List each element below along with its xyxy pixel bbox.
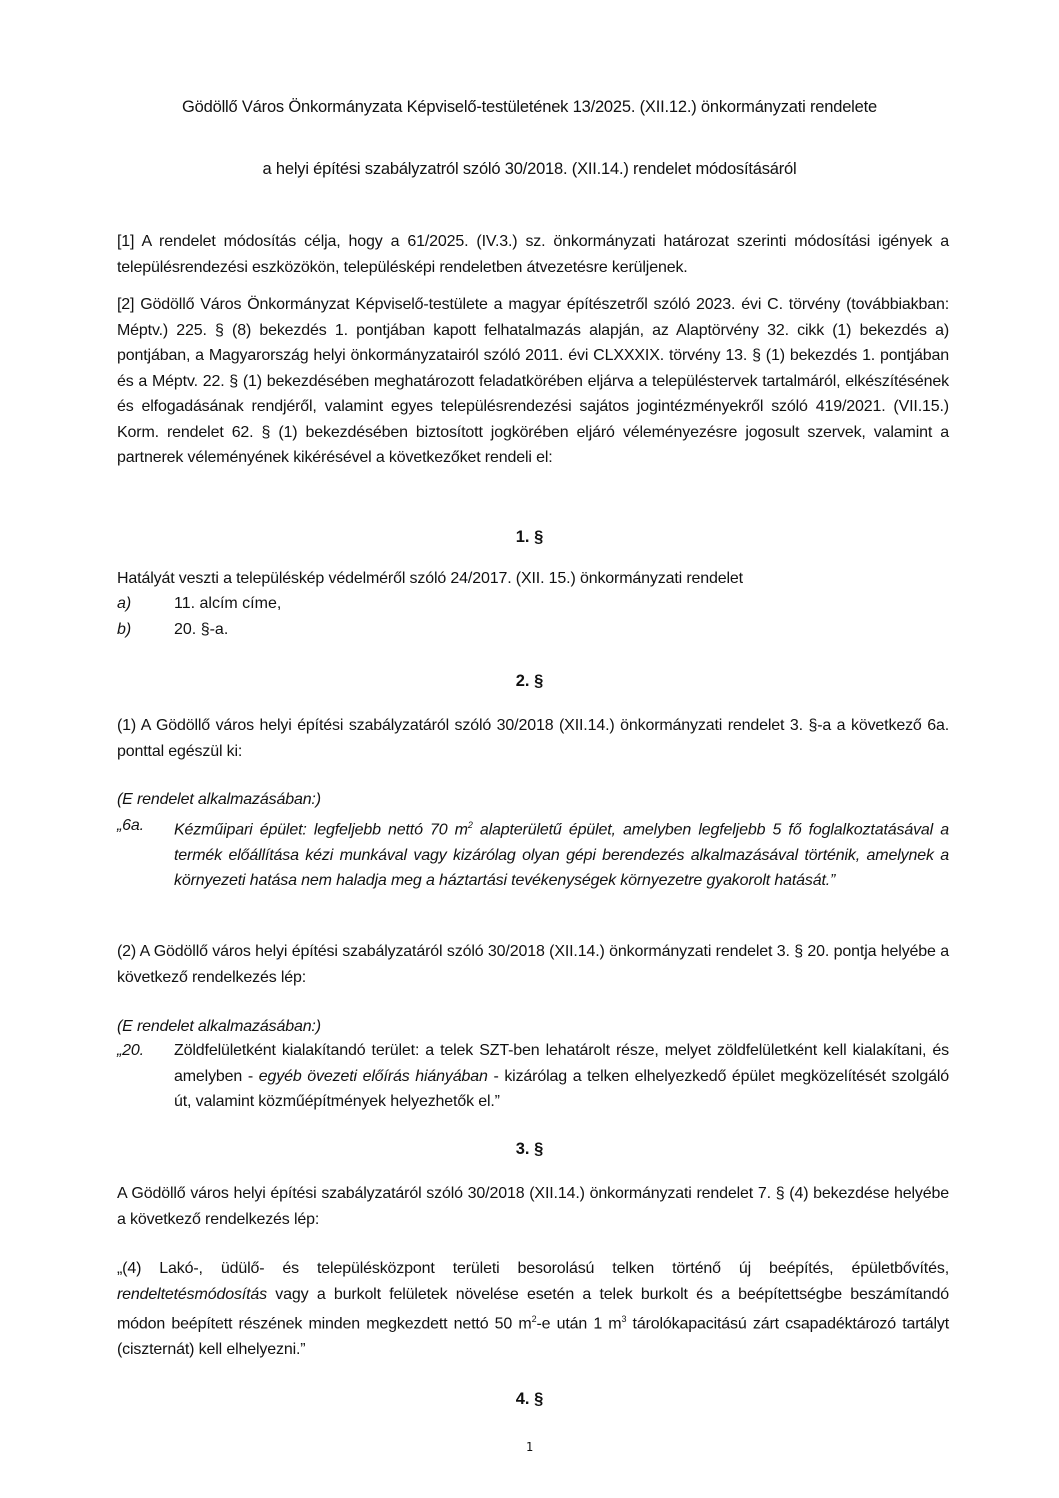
section-heading-4: 4. § <box>515 1390 544 1408</box>
superscript: 3 <box>621 1314 627 1324</box>
section-2-quote-1 <box>117 813 949 894</box>
section-heading-1: 1. § <box>515 528 544 546</box>
quote-italic-text: rendeltetésmódosítás <box>117 1285 267 1303</box>
list-item-label: a) <box>117 595 132 612</box>
quote-text: alapterületű épület, amelyben legfeljebb 5 fő foglalkoztatásával a termék előállítása kézi munkával vagy kizárólag olyan gépi berendezés alkalmazásával történik, amelynek a környezeti hatása nem haladja meg a háztartási tevékenységek környezetre gyakorolt hatását.” <box>174 821 949 890</box>
quote-number: „6a. <box>117 817 144 834</box>
preamble-paragraph-2: [2] Gödöllő Város Önkormányzat Képviselő-testülete a magyar építészetről szóló 2023. évi C. törvény (továbbiakban: Méptv.) 225. § (8) bekezdés 1. pontjában kapott felhatalmazás alapján, az Alaptörvény 32. cikk (1) bekezdés a) pontjában, a Magyarország helyi önkormányzatairól szóló 2011. évi CLXXXIX. törvény 13. § (1) bekezdés 1. pontjában és a Méptv. 22. § (1) bekezdésében meghatározott feladatkörében eljárva a településtervek tartalmáról, elkészítésének és elfogadásának rendjéről, valamint egyes településrendezési sajátos jogintézményekről szóló 419/2021. (VII.15.) Korm. rendelet 62. § (1) bekezdésében biztosított jogkörében eljáró véleményezésre jogosult szervek, valamint a partnerek véleményének kikérésével a következőket rendeli el: <box>117 296 949 466</box>
quote-text: - kizárólag a telken elhelyezkedő épület megközelítését szolgáló út, valamint közműépítmények helyezhetők el.” <box>174 1067 949 1110</box>
section-3-quote <box>117 1256 949 1362</box>
list-item-text: 11. alcím címe, <box>174 595 282 612</box>
quote-body <box>174 813 949 894</box>
section-2-quote-2 <box>117 1038 949 1115</box>
superscript: 2 <box>531 1314 537 1324</box>
list-item-text: 20. §-a. <box>174 621 229 638</box>
list-item <box>0 592 1059 618</box>
section-2-paragraph-2: (2) A Gödöllő város helyi építési szabályzatáról szóló 30/2018 (XII.14.) önkormányzati rendelet 3. § 20. pontja helyébe a következő rendelkezés lép: <box>117 943 949 986</box>
section-heading-2: 2. § <box>515 672 544 690</box>
section-1-intro: Hatályát veszti a településkép védelméről szóló 24/2017. (XII. 15.) önkormányzati rendelet <box>117 570 743 587</box>
quote-text: tárolókapacitású zárt csapadéktározó tartályt (ciszternát) kell elhelyezni.” <box>117 1315 950 1358</box>
quote-text: vagy a burkolt felületek növelése esetén a telek burkolt és a beépítettségbe beszámítandó módon beépített részének minden megkezdett nettó 50 m <box>117 1285 949 1333</box>
quote-italic-text: egyéb övezeti előírás hiányában <box>258 1067 488 1085</box>
page-number: 1 <box>525 1440 534 1454</box>
section-heading-3: 3. § <box>515 1140 544 1158</box>
preamble-paragraph-1: [1] A rendelet módosítás célja, hogy a 61/2025. (IV.3.) sz. önkormányzati határozat szerinti módosítási igények a településrendezési eszközökön, településképi rendeletben átvezetésre kerüljenek. <box>117 233 949 276</box>
quote-text: -e után 1 m <box>536 1315 622 1333</box>
superscript: 2 <box>467 820 473 830</box>
quote-body <box>174 1038 949 1115</box>
document-subtitle: a helyi építési szabályzatról szóló 30/2018. (XII.14.) rendelet módosításáról <box>262 160 797 178</box>
section-2-context-2: (E rendelet alkalmazásában:) <box>117 1018 321 1035</box>
quote-number: „20. <box>117 1042 144 1059</box>
quote-text: Kézműipari épület: legfeljebb nettó 70 m <box>174 821 468 839</box>
quote-text: Zöldfelületként kialakítandó terület: a telek SZT-ben lehatárolt része, melyet zöldfelületként kell kialakítani, és amelyben - <box>174 1042 949 1085</box>
quote-text: „(4) Lakó-, üdülő- és településközpont területi besorolású telken történő új beépítés, épületbővítés, <box>117 1260 949 1277</box>
section-3-paragraph-1: A Gödöllő város helyi építési szabályzatáról szóló 30/2018 (XII.14.) önkormányzati rendelet 7. § (4) bekezdése helyébe a következő rendelkezés lép: <box>117 1185 949 1228</box>
document-title: Gödöllő Város Önkormányzata Képviselő-testületének 13/2025. (XII.12.) önkormányzati rendelete <box>182 98 877 116</box>
list-item <box>0 618 1059 644</box>
list-item-label: b) <box>117 621 132 638</box>
section-2-context-1: (E rendelet alkalmazásában:) <box>117 791 321 808</box>
section-2-paragraph-1: (1) A Gödöllő város helyi építési szabályzatáról szóló 30/2018 (XII.14.) önkormányzati rendelet 3. §-a a következő 6a. ponttal egészül ki: <box>117 717 949 760</box>
